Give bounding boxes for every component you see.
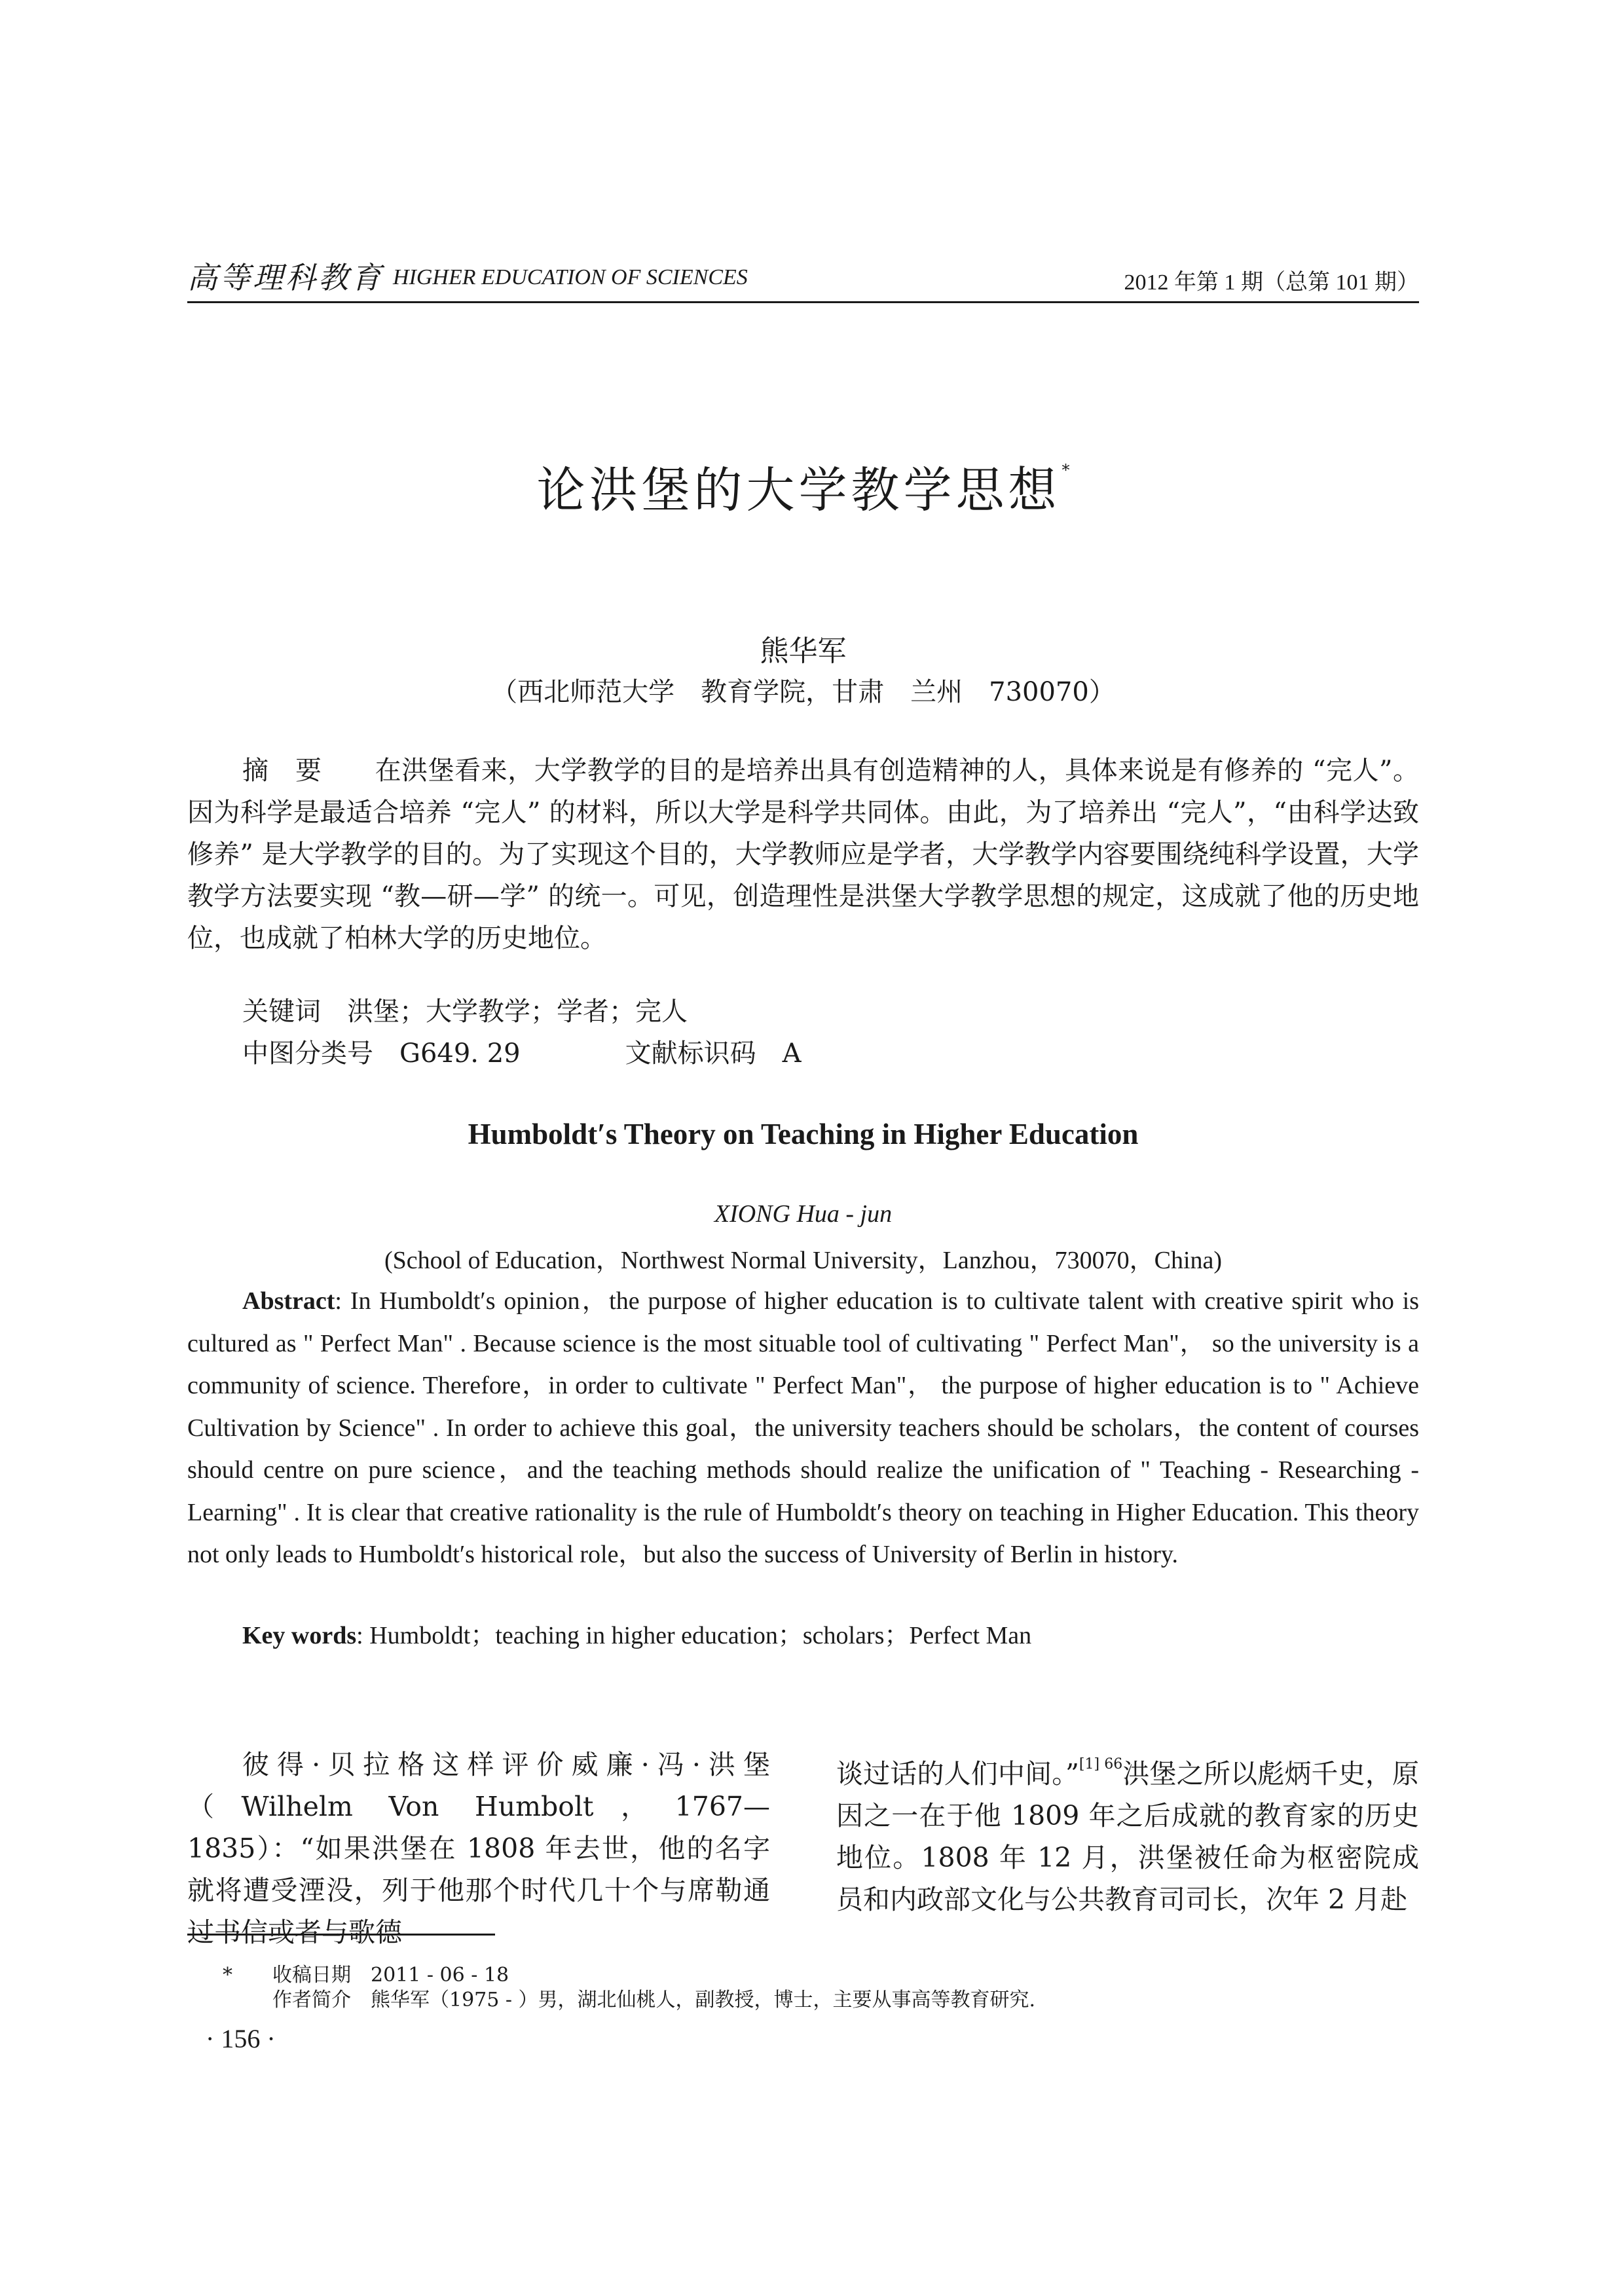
clc-code: G649. 29 [399, 1038, 521, 1069]
title-footnote-mark: * [1061, 461, 1070, 479]
english-abstract-separator: : [335, 1287, 350, 1315]
doc-code: A [782, 1038, 802, 1069]
received-label: 收稿日期 [272, 1964, 351, 1987]
chinese-keywords [242, 991, 688, 1028]
journal-logo: 高等理科教育 [187, 260, 384, 295]
page-number: · 156 · [206, 2024, 276, 2053]
english-keywords-label: Key words [242, 1622, 357, 1649]
footnote [223, 1963, 1035, 2013]
right-column-text-b: 洪堡之所以彪炳千史，原因之一在于他 1809 年之后成就的教育家的历史地位。1808 年 12 月，洪堡被任命为枢密院成员和内政部文化与公共教育司司长，次年 2 月赴 [836, 1758, 1419, 1915]
received-date: 2011 - 06 - 18 [371, 1964, 509, 1987]
chinese-abstract [187, 750, 1419, 959]
clc-label: 中图分类号 [242, 1038, 373, 1069]
issue-info: 2012 年第 1 期（总第 101 期） [1124, 270, 1419, 295]
journal-english-name: HIGHER EDUCATION OF SCIENCES [393, 265, 748, 289]
abstract-label: 摘 要 [242, 756, 322, 786]
classification-line [242, 1033, 802, 1070]
english-title: Humboldt′s Theory on Teaching in Higher Education [468, 1118, 1139, 1150]
right-column-text-a: 谈过话的人们中间。” [836, 1758, 1079, 1790]
header-rule [187, 301, 1419, 303]
english-affiliation: (School of Education，Northwest Normal University，Lanzhou，730070，China) [384, 1247, 1223, 1274]
english-abstract [187, 1280, 1419, 1576]
author-affiliation: （西北师范大学 教育学院，甘肃 兰州 730070） [491, 677, 1115, 707]
doc-code-label: 文献标识码 [625, 1038, 756, 1069]
author-name: 熊华军 [760, 634, 847, 668]
abstract-text: 在洪堡看来，大学教学的目的是培养出具有创造精神的人，具体来说是有修养的 “完人”。因为科学是最适合培养 “完人” 的材料，所以大学是科学共同体。由此，为了培养出 “完人”，“由科学达致修养” 是大学教学的目的。为了实现这个目的，大学教师应是学者，大学教学内容要围绕纯科学设置，大学教学方法要实现 “教—研—学” 的统一。可见，创造理性是洪堡大学教学思想的规定，这成就了他的历史地位，也成就了柏林大学的历史地位。 [187, 756, 1419, 953]
title-text: 论洪堡的大学教学思想 [536, 462, 1061, 519]
bio-label: 作者简介 [272, 1989, 351, 2011]
bio-text: 熊华军（1975 - ）男，湖北仙桃人，副教授，博士，主要从事高等教育研究. [371, 1989, 1036, 2011]
english-abstract-label: Abstract [242, 1287, 335, 1315]
english-author: XIONG Hua - jun [714, 1200, 893, 1228]
citation-mark: [1] 66 [1079, 1756, 1123, 1772]
english-keywords-separator: : [356, 1622, 370, 1649]
article-title [187, 452, 1419, 521]
english-abstract-text: In Humboldt′s opinion，the purpose of higher education is to cultivate talent with creative spirit who is cultured as " Perfect Man" . Because science is the most situable tool of cultivating " Perfect Man"， so the university is a community of science. Therefore，in order to cultivate " Perfect Man"， the purpose of higher education is to " Achieve Cultivation by Science" . In order to achieve this goal，the university teachers should be scholars，the content of courses should centre on pure science，and the teaching methods should realize the unification of " Teaching - Researching - Learning" . It is clear that creative rationality is the rule of Humboldt′s theory on teaching in Higher Education. This theory not only leads to Humboldt′s historical role，but also the success of University of Berlin in history. [187, 1287, 1420, 1568]
body-left-column: 彼得·贝拉格这样评价威廉·冯·洪堡（Wilhelm Von Humbolt，1767—1835）：“如果洪堡在 1808 年去世，他的名字就将遭受湮没，列于他那个时代几十个与席勒通过书信或者与歌德 [187, 1749, 770, 1948]
english-keywords [242, 1615, 1031, 1651]
keywords-text: 洪堡；大学教学；学者；完人 [347, 997, 688, 1027]
body-right-column [836, 1744, 1419, 1920]
english-keywords-text: Humboldt；teaching in higher education；scholars；Perfect Man [369, 1622, 1032, 1649]
keywords-label: 关键词 [242, 997, 321, 1027]
footnote-mark: * [223, 1964, 232, 1987]
footnote-rule [187, 1934, 495, 1936]
